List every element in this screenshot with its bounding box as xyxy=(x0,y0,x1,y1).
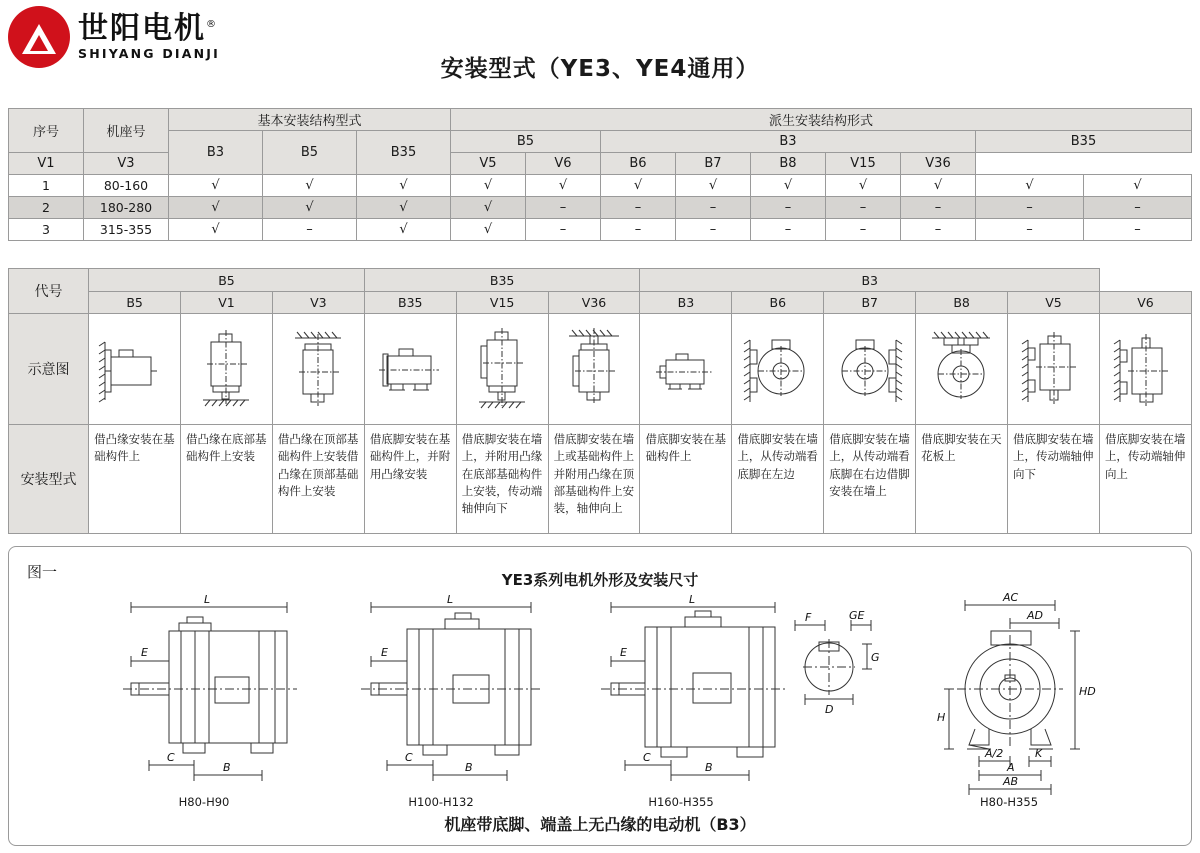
derived-group-b3: B3 xyxy=(601,131,976,153)
svg-text:E: E xyxy=(141,646,148,659)
cell-index: 3 xyxy=(9,219,84,241)
table-row xyxy=(9,197,1192,219)
cell-value: – xyxy=(601,197,676,219)
col-header-b8: B8 xyxy=(751,153,826,175)
diagram-group-b3: B3 xyxy=(640,269,1099,292)
diagram-v15 xyxy=(456,314,548,425)
diagram-v1 xyxy=(181,314,273,425)
group-header-basic: 基本安装结构型式 xyxy=(169,109,451,131)
svg-text:H: H xyxy=(937,711,946,724)
cell-value: – xyxy=(901,219,976,241)
svg-text:F: F xyxy=(805,611,812,624)
cell-value: √ xyxy=(357,175,451,197)
cell-value: √ xyxy=(601,175,676,197)
desc-b6: 借底脚安装在墙上，从传动端看底脚在左边 xyxy=(732,425,824,534)
cell-value: √ xyxy=(976,175,1084,197)
svg-text:C: C xyxy=(167,751,175,764)
cell-value: √ xyxy=(263,197,357,219)
svg-text:G: G xyxy=(871,651,880,664)
col-header-v1: V1 xyxy=(9,153,84,175)
code-v15: V15 xyxy=(456,292,548,314)
desc-v5: 借底脚安装在墙上，传动端轴伸向下 xyxy=(1008,425,1100,534)
svg-text:L: L xyxy=(447,593,454,606)
code-v6: V6 xyxy=(1099,292,1191,314)
svg-text:E: E xyxy=(620,646,627,659)
cell-value: √ xyxy=(526,175,601,197)
code-b8: B8 xyxy=(916,292,1008,314)
table-row xyxy=(9,219,1192,241)
diagram-group-b35: B35 xyxy=(364,269,640,292)
col-header-v15: V15 xyxy=(826,153,901,175)
cell-frame: 180-280 xyxy=(84,197,169,219)
cell-value: √ xyxy=(751,175,826,197)
svg-text:E: E xyxy=(381,646,388,659)
cell-value: √ xyxy=(169,197,263,219)
diagram-v36 xyxy=(548,314,640,425)
trademark-symbol: ® xyxy=(206,18,218,30)
figure-caption: 机座带底脚、端盖上无凸缘的电动机（B3） xyxy=(444,815,756,834)
code-v5: V5 xyxy=(1008,292,1100,314)
desc-b3: 借底脚安装在基础构件上 xyxy=(640,425,732,534)
code-b6: B6 xyxy=(732,292,824,314)
cell-index: 1 xyxy=(9,175,84,197)
figure-sublabel-1: H80-H90 xyxy=(178,795,230,809)
desc-b5: 借凸缘安装在基础构件上 xyxy=(89,425,181,534)
dimension-figure-panel xyxy=(8,546,1192,846)
svg-text:A/2: A/2 xyxy=(985,747,1004,760)
code-v36: V36 xyxy=(548,292,640,314)
cell-value: √ xyxy=(169,219,263,241)
cell-index: 2 xyxy=(9,197,84,219)
svg-text:L: L xyxy=(689,593,696,606)
cell-value: √ xyxy=(357,197,451,219)
cell-value: – xyxy=(676,219,751,241)
page-title: 安装型式（YE3、YE4通用） xyxy=(440,56,760,82)
diagram-b3 xyxy=(640,314,732,425)
svg-text:K: K xyxy=(1035,747,1043,760)
code-b3: B3 xyxy=(640,292,732,314)
derived-group-b5: B5 xyxy=(451,131,601,153)
code-b5: B5 xyxy=(89,292,181,314)
table-row xyxy=(9,175,1192,197)
figure-sublabel-2: H100-H132 xyxy=(408,795,474,809)
svg-text:A: A xyxy=(1007,761,1015,774)
code-b7: B7 xyxy=(824,292,916,314)
group-header-derived: 派生安装结构形式 xyxy=(451,109,1192,131)
cell-value: – xyxy=(901,197,976,219)
svg-text:C: C xyxy=(405,751,413,764)
col-header-v6: V6 xyxy=(526,153,601,175)
svg-text:HD: HD xyxy=(1079,685,1096,698)
col-header-v3: V3 xyxy=(84,153,169,175)
diagram-b8 xyxy=(916,314,1008,425)
desc-b35: 借底脚安装在基础构件上，并附用凸缘安装 xyxy=(364,425,456,534)
cell-frame: 80-160 xyxy=(84,175,169,197)
cell-value: – xyxy=(1084,197,1192,219)
derived-group-b35: B35 xyxy=(976,131,1192,153)
cell-value: – xyxy=(601,219,676,241)
row-label-mount: 安装型式 xyxy=(9,425,89,534)
desc-v6: 借底脚安装在墙上，传动端轴伸向上 xyxy=(1099,425,1191,534)
cell-value: – xyxy=(1084,219,1192,241)
desc-v15: 借底脚安装在墙上，并附用凸缘在底部基础构件上安装，传动端轴伸向下 xyxy=(456,425,548,534)
desc-b8: 借底脚安装在天花板上 xyxy=(916,425,1008,534)
brand-name-en: SHIYANG DIANJI xyxy=(78,46,220,62)
cell-value: √ xyxy=(169,175,263,197)
col-header-b3: B3 xyxy=(169,131,263,175)
svg-text:AC: AC xyxy=(1003,591,1019,604)
col-header-b6: B6 xyxy=(601,153,676,175)
cell-value: √ xyxy=(676,175,751,197)
cell-value: – xyxy=(676,197,751,219)
diagram-b7 xyxy=(824,314,916,425)
cell-value: √ xyxy=(826,175,901,197)
svg-text:B: B xyxy=(705,761,713,774)
desc-v3: 借凸缘在顶部基础构件上安装借凸缘在顶部基础构件上安装 xyxy=(272,425,364,534)
code-v1: V1 xyxy=(181,292,273,314)
figure-title: YE3系列电机外形及安装尺寸 xyxy=(501,571,699,589)
cell-value: – xyxy=(526,219,601,241)
col-header-b7: B7 xyxy=(676,153,751,175)
cell-value: √ xyxy=(901,175,976,197)
cell-value: – xyxy=(826,219,901,241)
diagram-v3 xyxy=(272,314,364,425)
col-header-b35: B35 xyxy=(357,131,451,175)
diagram-v6 xyxy=(1099,314,1191,425)
cell-value: √ xyxy=(451,175,526,197)
page-header xyxy=(0,0,1200,96)
diagram-b5 xyxy=(89,314,181,425)
cell-value: √ xyxy=(451,219,526,241)
svg-text:GE: GE xyxy=(849,609,865,622)
figure-sublabel-4: H80-H355 xyxy=(979,795,1039,809)
figure-sublabel-3: H160-H355 xyxy=(648,795,714,809)
desc-b7: 借底脚安装在墙上，从传动端看底脚在右边借脚安装在墙上 xyxy=(824,425,916,534)
cell-value: – xyxy=(976,219,1084,241)
col-header-v36: V36 xyxy=(901,153,976,175)
figure-drawings xyxy=(9,589,1189,819)
cell-value: √ xyxy=(1084,175,1192,197)
mounting-diagram-table xyxy=(8,268,1192,534)
svg-text:L: L xyxy=(204,593,211,606)
cell-value: √ xyxy=(451,197,526,219)
row-label-code: 代号 xyxy=(9,269,89,314)
cell-value: – xyxy=(751,219,826,241)
col-header-frame: 机座号 xyxy=(84,109,169,153)
cell-value: – xyxy=(826,197,901,219)
cell-value: – xyxy=(751,197,826,219)
figure-label: 图一 xyxy=(27,563,58,581)
svg-text:AB: AB xyxy=(1003,775,1019,788)
brand-name-cn: 世阳电机 xyxy=(78,10,206,46)
code-b35: B35 xyxy=(364,292,456,314)
desc-v36: 借底脚安装在墙上或基础构件上并附用凸缘在顶部基础构件上安装，轴伸向上 xyxy=(548,425,640,534)
col-header-index: 序号 xyxy=(9,109,84,153)
cell-value: – xyxy=(976,197,1084,219)
cell-value: √ xyxy=(263,175,357,197)
svg-text:C: C xyxy=(643,751,651,764)
cell-frame: 315-355 xyxy=(84,219,169,241)
cell-value: – xyxy=(526,197,601,219)
col-header-v5: V5 xyxy=(451,153,526,175)
svg-text:B: B xyxy=(223,761,231,774)
svg-text:D: D xyxy=(825,703,834,716)
mounting-type-matrix-table xyxy=(8,108,1192,241)
diagram-v5 xyxy=(1008,314,1100,425)
svg-text:AD: AD xyxy=(1027,609,1043,622)
desc-v1: 借凸缘在底部基础构件上安装 xyxy=(181,425,273,534)
svg-text:B: B xyxy=(465,761,473,774)
row-label-diagram: 示意图 xyxy=(9,314,89,425)
col-header-b5: B5 xyxy=(263,131,357,175)
cell-value: √ xyxy=(357,219,451,241)
cell-value: – xyxy=(263,219,357,241)
diagram-group-b5: B5 xyxy=(89,269,365,292)
diagram-b35 xyxy=(364,314,456,425)
diagram-b6 xyxy=(732,314,824,425)
code-v3: V3 xyxy=(272,292,364,314)
